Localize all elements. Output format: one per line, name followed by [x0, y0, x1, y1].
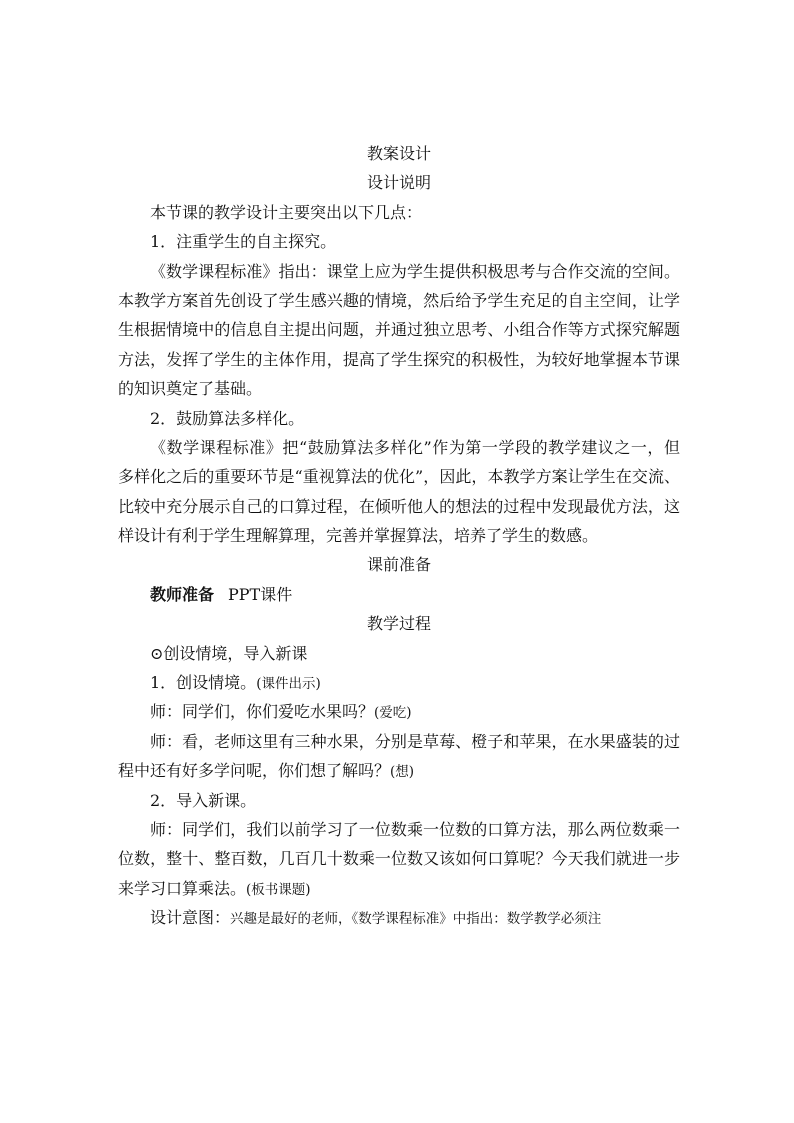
point1-line: 《数学课程标准》指出：课堂上应为学生提供积极思考与合作交流的空间。: [150, 261, 680, 281]
point2-heading: 2．鼓励算法多样化。: [150, 408, 305, 428]
design-intent-line: [118, 903, 680, 932]
point2-line: 多样化之后的重要环节是“重视算法的优化”，因此，本教学方案让学生在交流、: [118, 467, 680, 487]
point1-line: 的知识奠定了基础。: [118, 379, 263, 399]
dialogue-note: (想): [390, 764, 415, 781]
point2-line: 《数学课程标准》把“鼓励算法多样化”作为第一学段的教学建议之一，但: [150, 437, 680, 457]
dialogue-line: [118, 756, 680, 785]
dialogue-text: 程中还有好多学问呢，你们想了解吗？: [118, 761, 391, 781]
step1-note: (课件出示): [256, 676, 321, 693]
intro-note: (板书课题): [246, 881, 311, 898]
design-intent-text: 兴趣是最好的老师，《数学课程标准》中指出：数学教学必须注: [230, 911, 602, 928]
dialogue-text: 师：同学们，你们爱吃水果吗？: [150, 702, 375, 722]
step2-heading: 2．导入新课。: [150, 790, 257, 810]
intro-text: 来学习口算乘法。: [118, 878, 247, 898]
section-heading-process: 教学过程: [366, 614, 431, 634]
section-heading-prep: 课前准备: [366, 555, 431, 575]
point2-line: 样设计有利于学生理解算理，完善并掌握算法，培养了学生的数感。: [118, 526, 599, 546]
intro-line: 位数，整十、整百数，几百几十数乘一位数又该如何口算呢？今天我们就进一步: [118, 849, 680, 869]
design-intent-label: 设计意图：: [150, 908, 231, 928]
point1-line: 生根据情境中的信息自主提出问题，并通过独立思考、小组合作等方式探究解题: [118, 320, 680, 340]
prep-row: [118, 580, 680, 609]
document-page: [118, 139, 680, 933]
intro-line: 师：同学们，我们以前学习了一位数乘一位数的口算方法，那么两位数乘一: [150, 819, 680, 839]
point2-line: 比较中充分展示自己的口算过程，在倾听他人的想法的过程中发现最优方法，这: [118, 496, 680, 516]
prep-label: 教师准备: [150, 584, 215, 604]
document-title: 教案设计: [366, 144, 431, 163]
process-heading: ⊙创设情境，导入新课: [150, 643, 308, 663]
prep-value: PPT课件: [228, 584, 293, 604]
dialogue-line: 师：看，老师这里有三种水果，分别是草莓、橙子和苹果，在水果盛装的过: [150, 731, 680, 751]
intro-paragraph: 本节课的教学设计主要突出以下几点：: [150, 202, 423, 222]
point1-heading: 1．注重学生的自主探究。: [150, 232, 337, 252]
section-heading-design: 设计说明: [366, 173, 431, 193]
intro-line: [118, 874, 680, 903]
step1-text: 1．创设情境。: [150, 673, 257, 693]
dialogue-note: (爱吃): [374, 705, 412, 722]
dialogue-line: [118, 697, 680, 726]
point1-line: 本教学方案首先创设了学生感兴趣的情境，然后给予学生充足的自主空间，让学: [118, 290, 680, 310]
step1-line: [118, 668, 680, 697]
point1-line: 方法，发挥了学生的主体作用，提高了学生探究的积极性，为较好地掌握本节课: [118, 349, 680, 369]
